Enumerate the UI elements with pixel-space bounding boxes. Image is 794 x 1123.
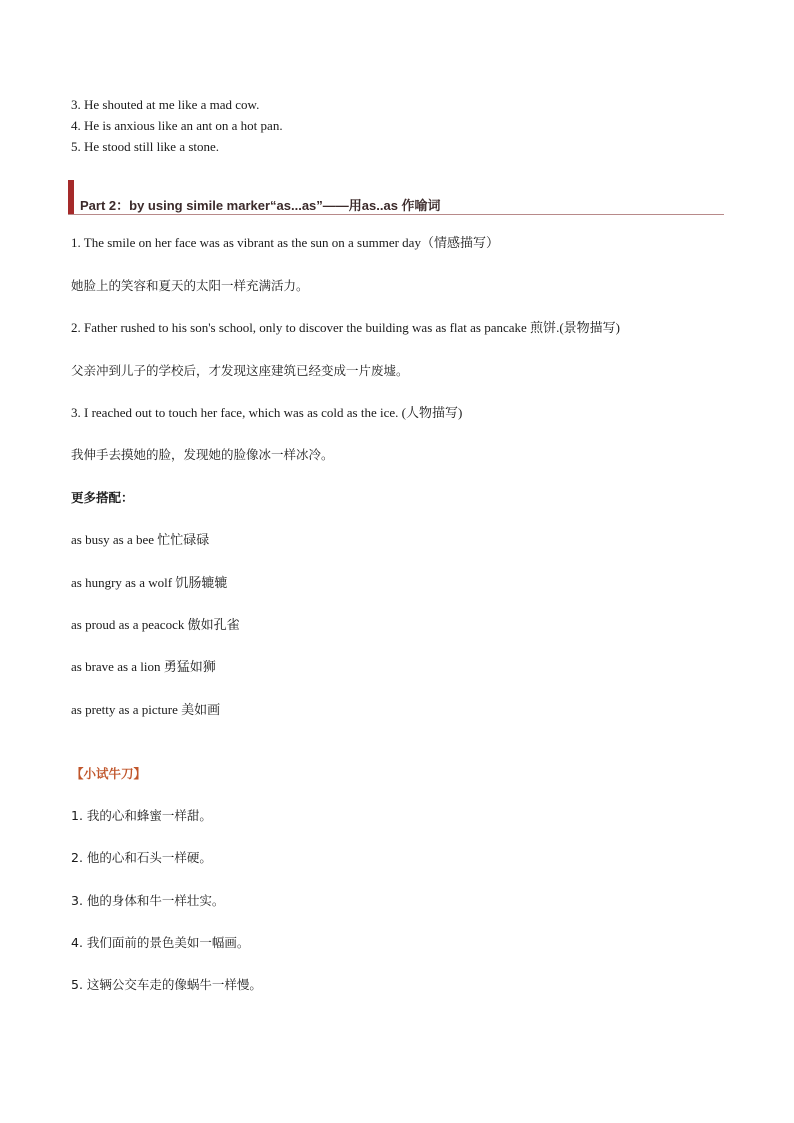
- practice-item: 3. 他的身体和牛一样壮实。: [71, 893, 225, 908]
- example-english: 2. Father rushed to his son's school, only to discover the building was as flat as pancake 煎饼.(景物描写): [71, 320, 620, 335]
- example-chinese: 我伸手去摸她的脸，发现她的脸像冰一样冰冷。: [71, 447, 334, 462]
- practice-item: 4. 我们面前的景色美如一幅画。: [71, 935, 250, 950]
- example-english: 3. I reached out to touch her face, which was as cold as the ice. (人物描写): [71, 405, 463, 420]
- collocation-item: as hungry as a wolf 饥肠辘辘: [71, 575, 228, 590]
- collocation-item: as busy as a bee 忙忙碌碌: [71, 532, 210, 547]
- example-chinese: 她脸上的笑容和夏天的太阳一样充满活力。: [71, 278, 309, 293]
- practice-heading: 【小试牛刀】: [71, 766, 147, 781]
- intro-item: 3. He shouted at me like a mad cow.: [71, 97, 260, 112]
- more-heading: 更多搭配：: [71, 490, 134, 505]
- section-title: Part 2：by using simile marker“as...as”——用as..as 作喻词: [80, 198, 441, 213]
- example-chinese: 父亲冲到儿子的学校后，才发现这座建筑已经变成一片废墟。: [71, 363, 409, 378]
- example-english: 1. The smile on her face was as vibrant as the sun on a summer day（情感描写）: [71, 235, 499, 250]
- section-accent-bar: [68, 180, 74, 214]
- practice-item: 1. 我的心和蜂蜜一样甜。: [71, 808, 212, 823]
- intro-item: 4. He is anxious like an ant on a hot pan.: [71, 118, 283, 133]
- collocation-item: as proud as a peacock 傲如孔雀: [71, 617, 240, 632]
- section-heading: [68, 180, 724, 215]
- practice-item: 2. 他的心和石头一样硬。: [71, 850, 212, 865]
- practice-item: 5. 这辆公交车走的像蜗牛一样慢。: [71, 977, 262, 992]
- collocation-item: as pretty as a picture 美如画: [71, 702, 221, 717]
- intro-item: 5. He stood still like a stone.: [71, 139, 220, 154]
- collocation-item: as brave as a lion 勇猛如狮: [71, 659, 216, 674]
